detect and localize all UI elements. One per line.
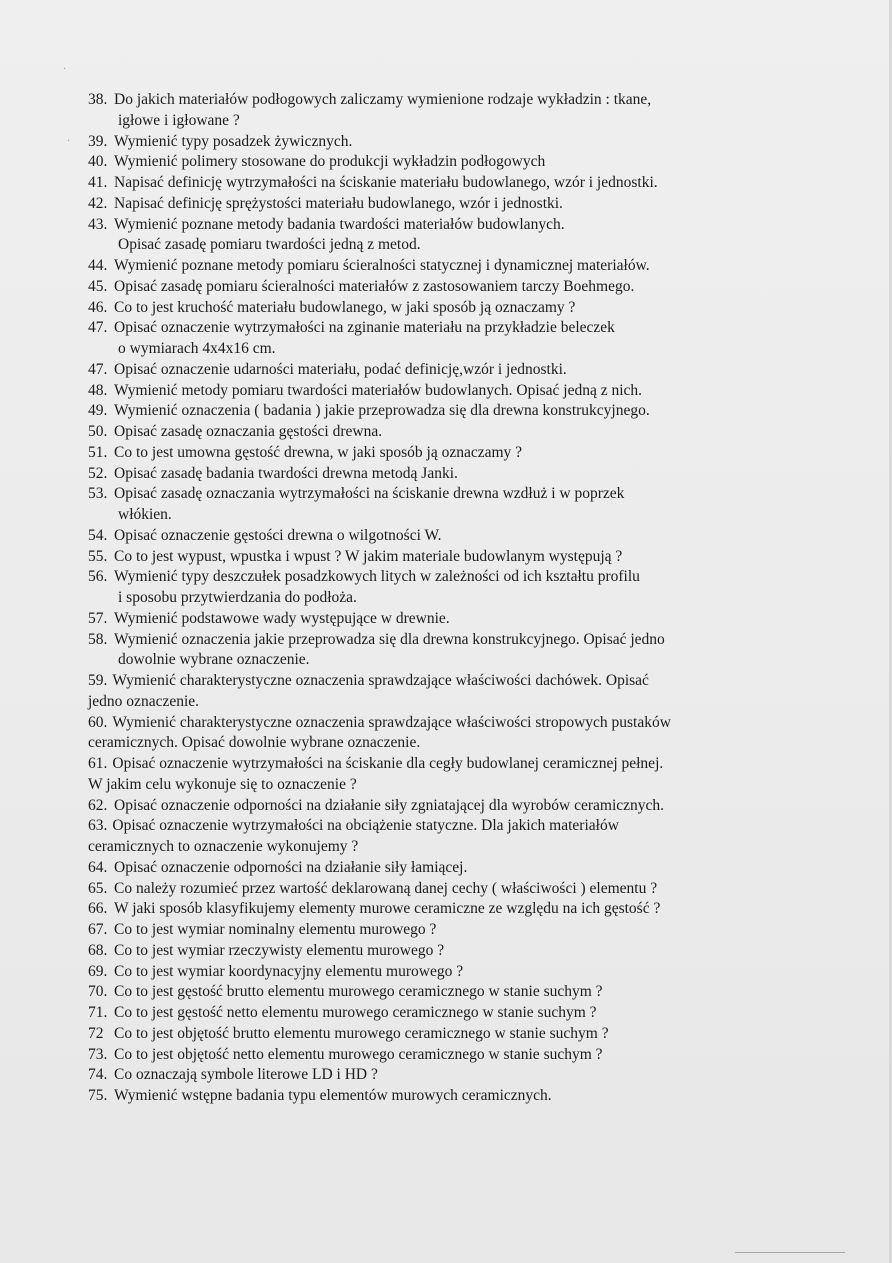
question-line: Wymienić podstawowe wady występujące w drewnie. [114,609,450,627]
question-number: 62. [88,796,108,814]
question-item [88,816,788,858]
question-item [88,982,788,1003]
question-text [114,941,788,962]
question-line: Opisać oznaczenie odporności na działanie siły zgniatającej dla wyrobów ceramicznych. [114,796,665,814]
question-text [114,422,788,443]
question-line: Co to jest wypust, wpustka i wpust ? W jakim materiale budowlanym występują ? [114,547,623,565]
question-number: 68. [88,941,108,959]
question-number: 46. [88,298,108,316]
question-number: 39. [88,132,108,150]
question-item [88,1003,788,1024]
question-number: 74. [88,1066,108,1084]
question-item [88,879,788,900]
question-number: 44. [88,257,108,274]
question-text [114,1086,788,1107]
question-line: W jaki sposób klasyfikujemy elementy murowe ceramiczne ze względu na ich gęstość ? [114,900,661,918]
question-line: Co to jest wymiar koordynacyjny elementu murowego ? [114,962,464,980]
question-continuation-line: dowolnie wybrane oznaczenie. [118,651,310,669]
question-item [88,796,788,817]
question-number: 58. [88,630,108,648]
question-number: 63. [88,817,108,835]
question-text [114,1045,788,1066]
question-number: 41. [88,174,108,191]
question-line: Wymienić typy posadzek żywicznych. [114,132,353,150]
question-item [88,526,788,547]
question-line: Opisać oznaczenie udarności materiału, podać definicję,wzór i jednostki. [114,360,567,378]
question-line: Co to jest gęstość netto elementu murowego ceramicznego w stanie suchym ? [114,1004,597,1021]
question-text [114,298,788,319]
question-line: Wymienić wstępne badania typu elementów murowych ceramicznych. [114,1087,552,1104]
question-item [88,1086,788,1107]
question-line: Wymienić oznaczenia jakie przeprowadza się dla drewna konstrukcyjnego. Opisać jedno [114,630,665,648]
question-item [88,173,788,194]
question-number: 50. [88,423,108,440]
question-continuation-line: o wymiarach 4x4x16 cm. [118,340,276,357]
question-continuation-line: W jakim celu wykonuje się to oznaczenie ? [88,775,357,793]
question-text [88,755,788,796]
question-line: Opisać oznaczenie wytrzymałości na obciążenie statyczne. Dla jakich materiałów [112,817,619,835]
question-number: 47. [88,360,108,378]
question-item [88,567,788,609]
question-line: Co należy rozumieć przez wartość deklarowaną danej cechy ( właściwości ) elementu ? [114,879,658,897]
question-line: Wymienić poznane metody pomiaru ścieralności statycznej i dynamicznej materiałów. [114,257,650,274]
question-text [114,1003,788,1024]
question-line: Opisać zasadę oznaczania gęstości drewna. [114,423,383,440]
question-text [114,920,788,941]
question-number: 73. [88,1045,108,1063]
question-line: Wymienić charakterystyczne oznaczenia sprawdzające właściwości dachówek. Opisać [112,672,649,689]
question-text [114,443,788,464]
question-item [88,962,788,983]
question-number: 47. [88,319,108,337]
question-number: 64. [88,858,108,876]
question-line: Co to jest kruchość materiału budowlanego, w jaki sposób ją oznaczamy ? [114,298,576,316]
question-number: 66. [88,900,108,918]
question-text [114,858,788,879]
question-item [88,277,788,298]
question-item [88,194,788,215]
question-text [88,817,788,858]
question-item [88,256,788,277]
question-line: Co to jest wymiar rzeczywisty elementu murowego ? [114,941,445,959]
question-line: Wymienić charakterystyczne oznaczenia sprawdzające właściwości stropowych pustaków [112,713,671,731]
question-item [88,547,788,568]
question-item [88,298,788,319]
question-text [114,215,788,257]
question-line: Opisać zasadę badania twardości drewna metodą Janki. [114,464,458,482]
question-number: 54. [88,526,108,544]
question-text [114,609,788,630]
question-number: 60. [88,713,108,731]
question-item [88,360,788,381]
question-text [114,630,788,672]
question-number: 40. [88,153,108,171]
question-text [114,899,788,920]
question-continuation-line: włókien. [118,506,172,523]
question-line: Opisać oznaczenie odporności na działanie siły łamiącej. [114,858,468,876]
question-number: 72 [88,1024,104,1042]
question-item [88,401,788,422]
question-item [88,630,788,672]
question-text [114,194,788,215]
question-item [88,443,788,464]
question-number: 71. [88,1004,108,1021]
question-text [88,672,788,713]
question-item [88,609,788,630]
question-line: Wymienić typy deszczułek posadzkowych litych w zależności od ich kształtu profilu [114,568,640,586]
question-number: 45. [88,277,108,295]
question-text [114,982,788,1003]
question-line: Wymienić oznaczenia ( badania ) jakie przeprowadza się dla drewna konstrukcyjnego. [114,402,650,420]
question-number: 56. [88,568,108,586]
question-line: Co to jest umowna gęstość drewna, w jaki sposób ją oznaczamy ? [114,443,523,461]
page-edge-line [735,1252,845,1253]
question-continuation-line: i sposobu przytwierdzania do podłoża. [118,589,357,606]
question-item [88,484,788,526]
question-item [88,422,788,443]
question-number: 52. [88,464,108,482]
question-number: 69. [88,962,108,980]
question-item [88,754,788,796]
question-number: 48. [88,381,108,399]
question-text [114,381,788,402]
question-item [88,152,788,173]
question-text [114,796,788,817]
question-line: Do jakich materiałów podłogowych zaliczamy wymienione rodzaje wykładzin : tkane, [114,91,652,108]
question-line: Co to jest wymiar nominalny elementu murowego ? [114,921,437,938]
question-text [88,714,788,755]
question-number: 49. [88,402,108,420]
question-number: 67. [88,921,108,938]
question-line: Napisać definicję wytrzymałości na ściskanie materiału budowlanego, wzór i jednostki. [114,174,658,191]
question-text [114,360,788,381]
question-item [88,713,788,755]
question-continuation-line: jedno oznaczenie. [88,692,200,710]
question-number: 61. [88,755,108,772]
question-line: Co to jest objętość brutto elementu murowego ceramicznego w stanie suchym ? [114,1024,609,1042]
question-item [88,920,788,941]
question-number: 59. [88,672,108,689]
question-text [114,173,788,194]
question-item [88,671,788,713]
question-text [114,879,788,900]
question-text [114,547,788,568]
question-line: Co to jest objętość netto elementu murowego ceramicznego w stanie suchym ? [114,1045,603,1063]
question-continuation-line: ceramicznych. Opisać dowolnie wybrane oznaczenie. [88,734,421,752]
question-number: 55. [88,547,108,565]
question-line: Opisać zasadę oznaczania wytrzymałości na ściskanie drewna wzdłuż i w poprzek [114,485,625,503]
question-line: Napisać definicję sprężystości materiału budowlanego, wzór i jednostki. [114,194,563,212]
question-number: 65. [88,879,108,897]
question-number: 38. [88,91,108,108]
question-item [88,1045,788,1066]
question-text [114,318,788,360]
question-continuation-line: Opisać zasadę pomiaru twardości jedną z metod. [118,236,421,254]
question-item [88,90,788,132]
question-continuation-line: igłowe i igłowane ? [118,111,240,129]
question-item [88,941,788,962]
question-line: Co oznaczają symbole literowe LD i HD ? [114,1066,378,1084]
question-number: 53. [88,485,108,503]
question-line: Opisać zasadę pomiaru ścieralności materiałów z zastosowaniem tarczy Boehmego. [114,277,635,295]
question-item [88,215,788,257]
question-line: Wymienić poznane metody badania twardości materiałów budowlanych. [114,215,565,233]
question-item [88,318,788,360]
question-list [88,90,788,1107]
question-text [114,90,788,132]
question-text [114,464,788,485]
question-number: 70. [88,983,108,1001]
question-line: Opisać oznaczenie wytrzymałości na ściskanie dla cegły budowlanej ceramicznej pełnej. [112,755,664,772]
question-text [114,256,788,277]
question-text [114,277,788,298]
question-item [88,1065,788,1086]
question-text [114,152,788,173]
question-text [114,401,788,422]
question-line: Opisać oznaczenie wytrzymałości na zginanie materiału na przykładzie beleczek [114,319,615,337]
question-text [114,1065,788,1086]
question-line: Wymienić metody pomiaru twardości materiałów budowlanych. Opisać jedną z nich. [114,381,643,399]
scan-speck: · [67,136,71,147]
question-text [114,567,788,609]
question-number: 51. [88,443,108,461]
question-item [88,858,788,879]
question-text [114,526,788,547]
question-text [114,484,788,526]
question-line: Wymienić polimery stosowane do produkcji wykładzin podłogowych [114,153,546,171]
question-item [88,464,788,485]
question-item [88,381,788,402]
question-text [114,962,788,983]
question-item [88,899,788,920]
question-line: Co to jest gęstość brutto elementu murowego ceramicznego w stanie suchym ? [114,983,603,1001]
question-text [114,132,788,153]
question-item [88,132,788,153]
question-line: Opisać oznaczenie gęstości drewna o wilgotności W. [114,526,442,544]
question-continuation-line: ceramicznych to oznaczenie wykonujemy ? [88,838,359,855]
question-number: 42. [88,194,108,212]
question-item [88,1024,788,1045]
scan-speck: · [63,64,67,75]
question-text [114,1024,788,1045]
question-number: 75. [88,1087,108,1104]
question-number: 43. [88,215,108,233]
question-number: 57. [88,609,108,627]
